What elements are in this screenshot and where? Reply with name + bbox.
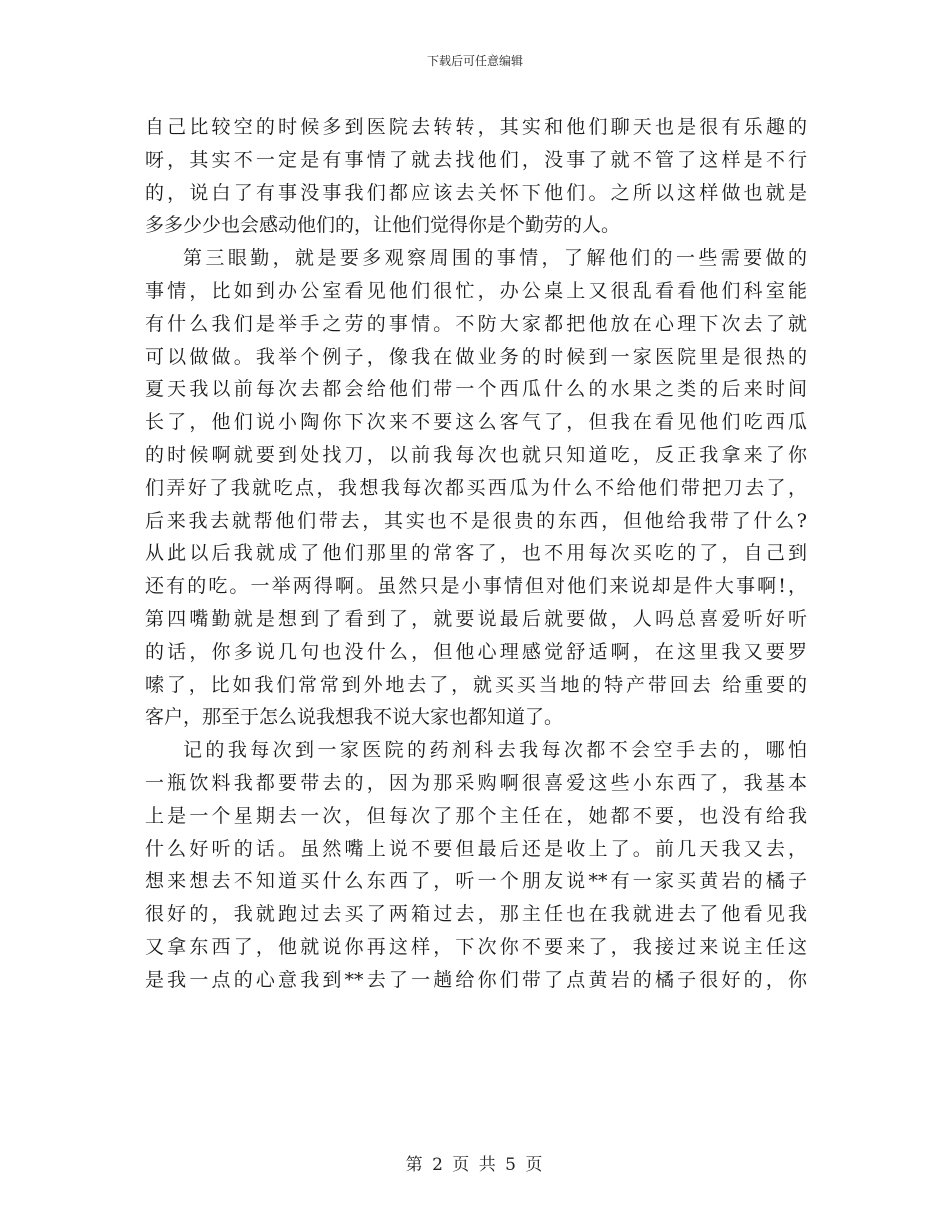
text-line: 长了，他们说小陶你下次来不要这么客气了，但我在看见他们吃西瓜 [145, 411, 807, 434]
text-line: 是我一点的心意我到**去了一趟给你们带了点黄岩的橘子很好的，你 [145, 968, 807, 991]
text-line: 们弄好了我就吃点，我想我每次都买西瓜为什么不给他们带把刀去了， [145, 476, 807, 499]
text-line: 有什么我们是举手之劳的事情。不防大家都把他放在心理下次去了就 [145, 312, 807, 335]
text-line: 的话，你多说几句也没什么，但他心理感觉舒适啊，在这里我又要罗 [145, 640, 807, 663]
text-line: 多多少少也会感动他们的，让他们觉得你是个勤劳的人。 [145, 214, 621, 237]
text-line: 从此以后我就成了他们那里的常客了，也不用每次买吃的了，自己到 [145, 542, 807, 565]
text-line: 嗦了，比如我们常常到外地去了，就买买当地的特产带回去 给重要的 [145, 673, 807, 696]
text-line: 一瓶饮料我都要带去的，因为那采购啊很喜爱这些小东西了，我基本 [145, 771, 807, 794]
text-line: 夏天我以前每次去都会给他们带一个西瓜什么的水果之类的后来时间 [145, 378, 807, 401]
page-header: 下载后可任意编辑 [426, 54, 523, 68]
text-line: 第四嘴勤就是想到了看到了，就要说最后就要做，人吗总喜爱听好听 [145, 607, 807, 630]
text-line: 上是一个星期去一次，但每次了那个主任在，她都不要，也没有给我 [145, 804, 807, 827]
text-line: 想来想去不知道买什么东西了，听一个朋友说**有一家买黄岩的橘子 [145, 870, 807, 893]
text-line: 呀，其实不一定是有事情了就去找他们，没事了就不管了这样是不行 [145, 148, 807, 171]
document-body [145, 111, 807, 997]
text-line: 什么好听的话。虽然嘴上说不要但最后还是收上了。前几天我又去， [145, 837, 807, 860]
text-line: 的，说白了有事没事我们都应该去关怀下他们。之所以这样做也就是 [145, 181, 807, 204]
text-line: 还有的吃。一举两得啊。虽然只是小事情但对他们来说却是件大事啊!， [145, 575, 807, 598]
text-line: 的时候啊就要到处找刀，以前我每次也就只知道吃，反正我拿来了你 [145, 443, 807, 466]
text-line: 后来我去就帮他们带去，其实也不是很贵的东西，但他给我带了什么? [145, 509, 807, 532]
text-line: 很好的，我就跑过去买了两箱过去，那主任也在我就进去了他看见我 [145, 903, 807, 926]
text-line: 自己比较空的时候多到医院去转转，其实和他们聊天也是很有乐趣的 [145, 116, 807, 138]
text-line: 客户，那至于怎么说我想我不说大家也都知道了。 [145, 706, 564, 729]
page-number: 第 2 页 共 5 页 [405, 1155, 545, 1175]
text-line: 第三眼勤，就是要多观察周围的事情，了解他们的一些需要做的 [183, 247, 807, 270]
text-line: 记的我每次到一家医院的药剂科去我每次都不会空手去的，哪怕 [183, 739, 807, 762]
text-line: 又拿东西了，他就说你再这样，下次你不要来了，我接过来说主任这 [145, 935, 807, 958]
text-line: 事情，比如到办公室看见他们很忙，办公桌上又很乱看看他们科室能 [145, 279, 807, 302]
text-line: 可以做做。我举个例子，像我在做业务的时候到一家医院里是很热的 [145, 345, 807, 368]
